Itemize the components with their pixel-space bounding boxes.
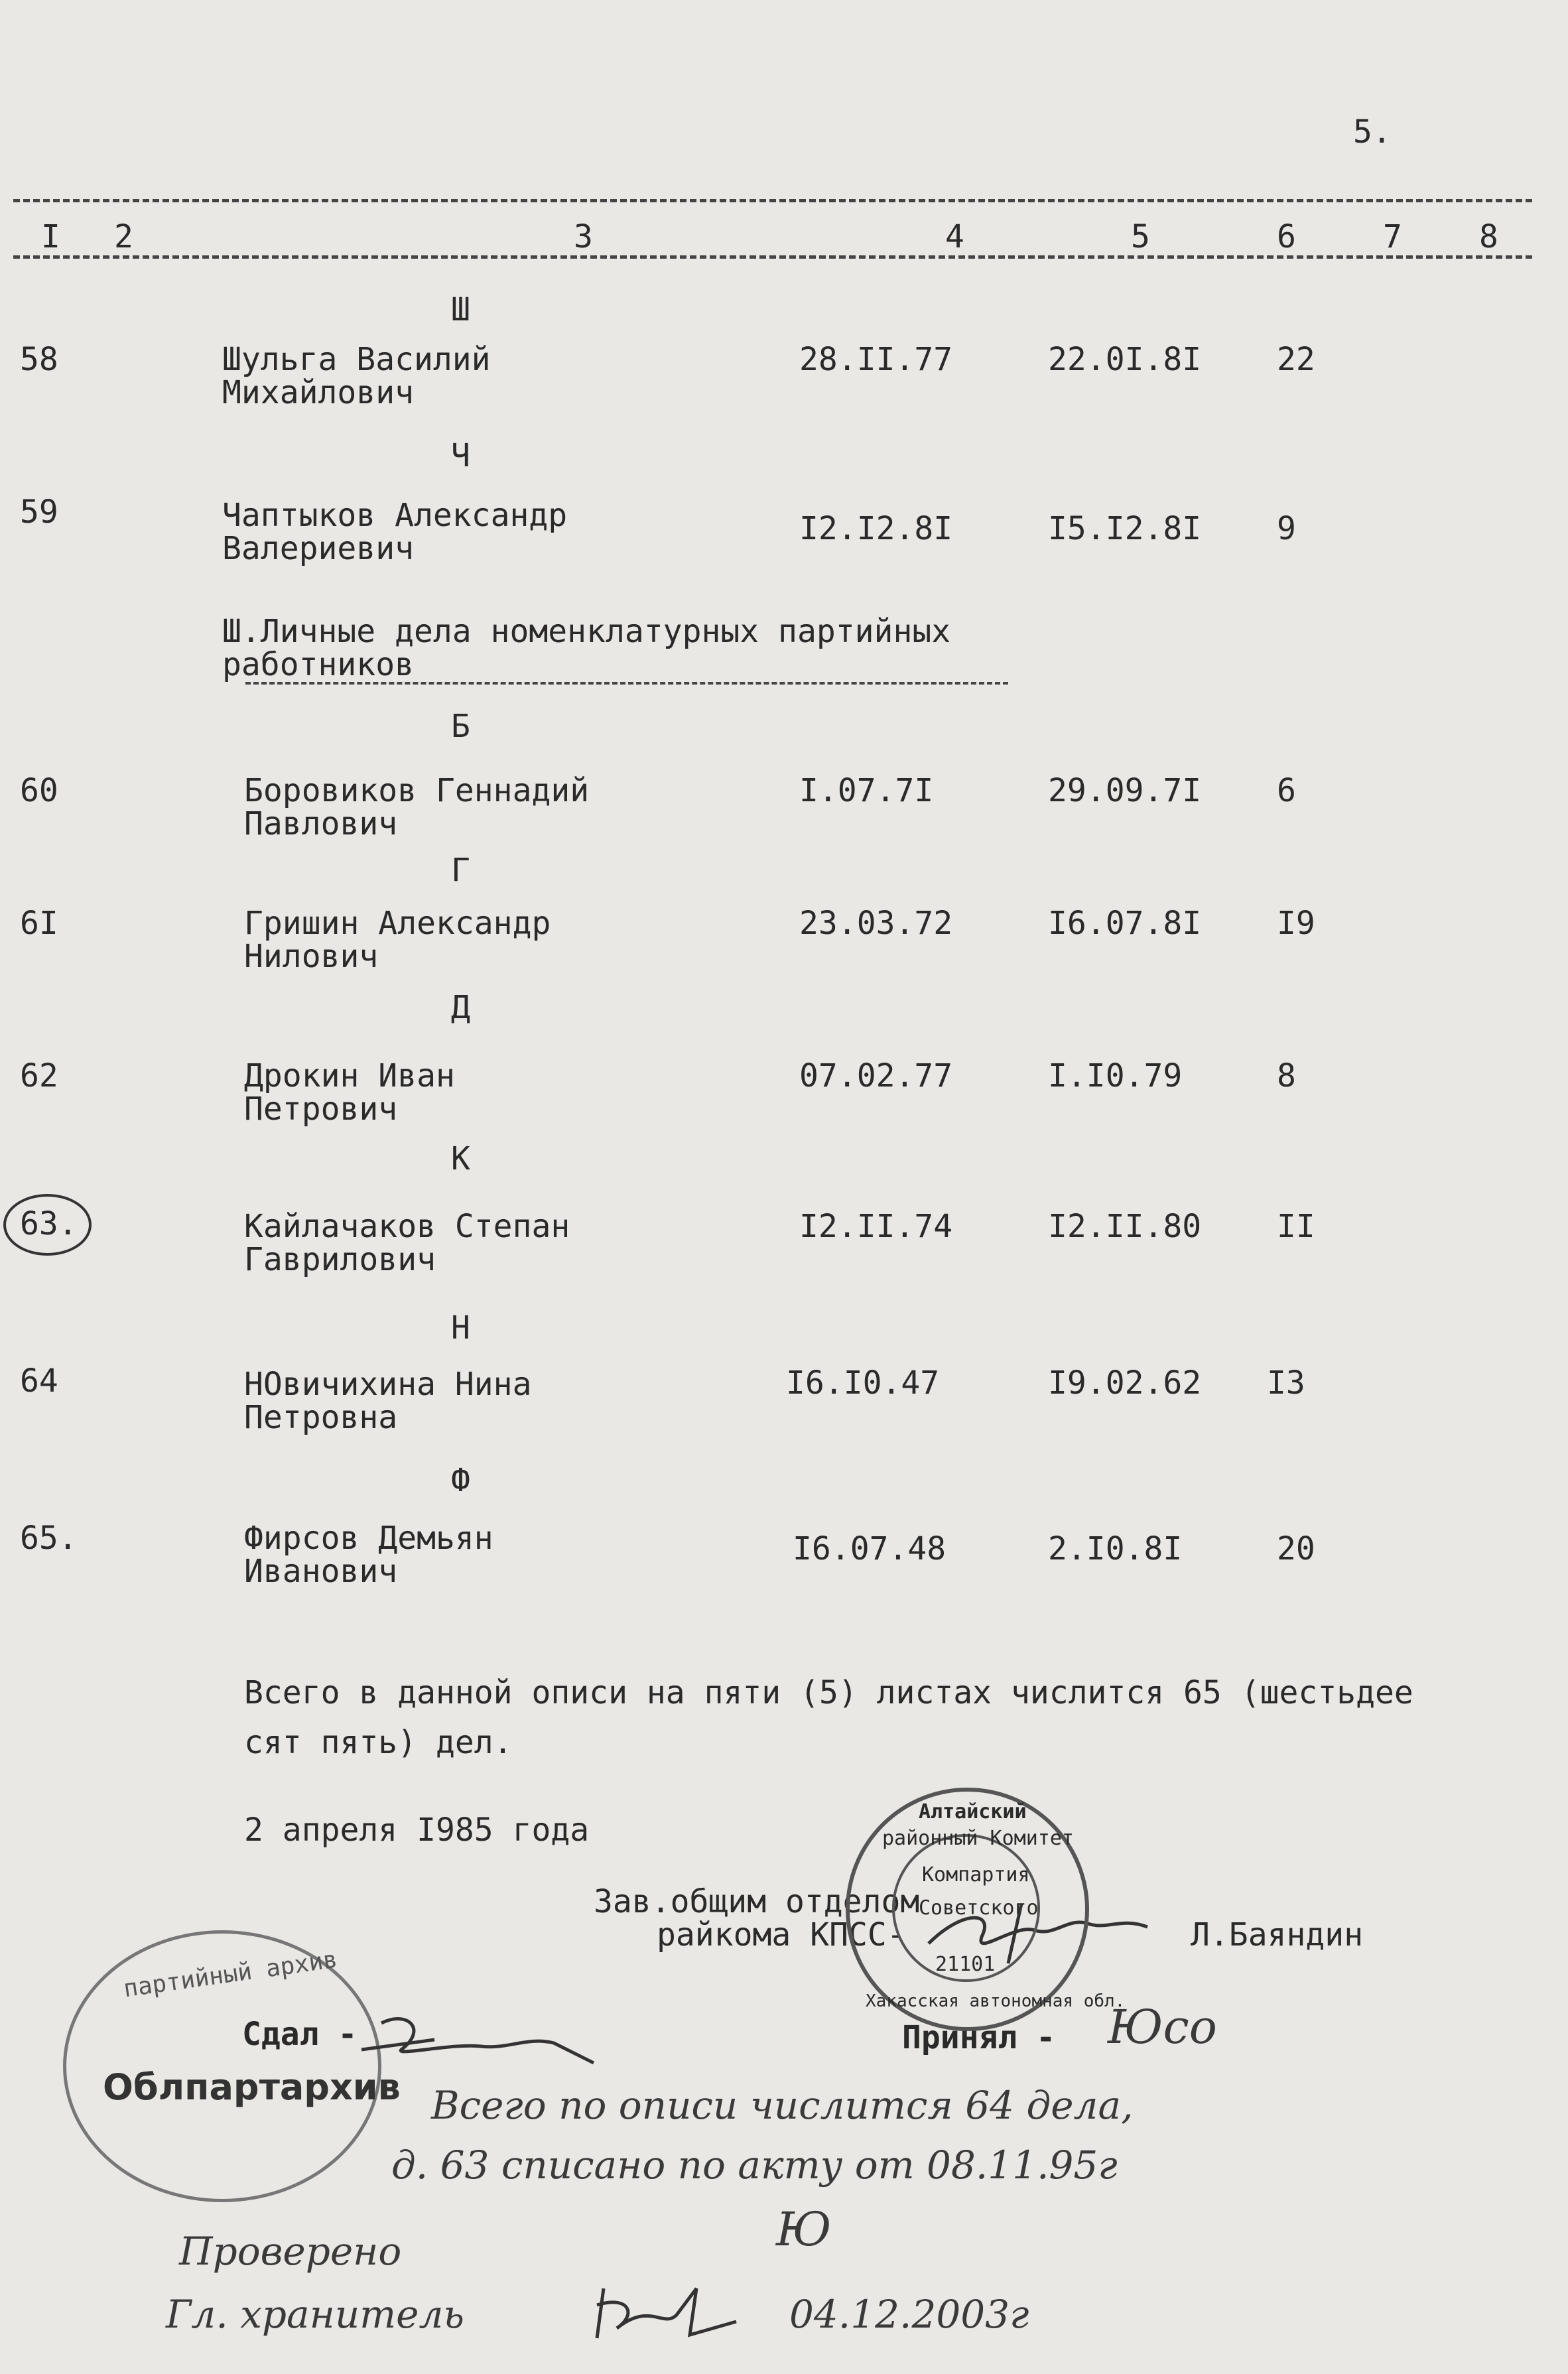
handwritten-note: Всего по описи числится 64 дела, xyxy=(431,2083,1134,2128)
head-name: Л.Баяндин xyxy=(1191,1916,1364,1953)
row-end-date: I.I0.79 xyxy=(1048,1057,1183,1094)
row-end-date: 2.I0.8I xyxy=(1048,1530,1183,1567)
page-number: 5. xyxy=(1353,113,1392,151)
row-name-line1: Дрокин Иван xyxy=(244,1057,455,1094)
head-title: Зав.общим отделом xyxy=(594,1883,920,1920)
letter-heading: Н xyxy=(451,1309,470,1347)
col-header-5: 5 xyxy=(1131,218,1150,255)
row-name-line2: Валериевич xyxy=(222,530,414,567)
handwritten-date: 04.12.2003г xyxy=(789,2292,1029,2337)
section-underline xyxy=(245,682,1008,685)
row-number: 60 xyxy=(20,772,58,809)
stamp-text: 21101 xyxy=(935,1953,996,1976)
handwritten-note-line2: д. 63 списано по акту от 08.11.95г xyxy=(391,2143,1118,2188)
stamp-text: Хакасская автономная обл. xyxy=(866,1991,1126,2011)
row-count: I9 xyxy=(1277,905,1315,942)
row-count: 9 xyxy=(1277,510,1296,547)
letter-heading: Д xyxy=(451,989,470,1026)
col-header-8: 8 xyxy=(1479,218,1498,255)
letter-heading: Ш xyxy=(451,291,470,328)
row-start-date: I6.07.48 xyxy=(793,1530,947,1567)
handwritten-initials: Ю xyxy=(776,2202,832,2257)
row-end-date: 22.0I.8I xyxy=(1048,341,1202,378)
row-count: I3 xyxy=(1267,1364,1305,1402)
row-name-line1: Кайлачаков Степан xyxy=(244,1208,570,1245)
section-heading: Ш.Личные дела номенклатурных партийных xyxy=(222,613,951,650)
row-name-line2: Иванович xyxy=(244,1553,398,1590)
handwritten-checked: Проверено xyxy=(179,2229,402,2274)
received-label: Принял - xyxy=(902,2019,1056,2056)
row-count: 20 xyxy=(1277,1530,1315,1567)
row-start-date: I2.I2.8I xyxy=(799,510,953,547)
row-name-line2: Павлович xyxy=(244,805,398,842)
row-name-line2: Петровна xyxy=(244,1399,398,1436)
archive-stamp-text: партийный архив xyxy=(121,1945,340,2003)
header-rule-top xyxy=(13,199,1532,202)
row-end-date: I9.02.62 xyxy=(1048,1364,1202,1402)
row-start-date: I2.II.74 xyxy=(799,1208,953,1245)
total-statement-line2: сят пять) дел. xyxy=(244,1724,513,1761)
handed-signature-icon xyxy=(355,2003,607,2076)
row-number: 62 xyxy=(20,1057,58,1094)
col-header-2: 2 xyxy=(114,218,133,255)
col-header-3: 3 xyxy=(574,218,593,255)
row-name-line1: Фирсов Демьян xyxy=(244,1520,493,1557)
row-end-date: 29.09.7I xyxy=(1048,772,1202,809)
total-statement: Всего в данной описи на пяти (5) листах числится 65 (шестьдее xyxy=(244,1674,1413,1711)
col-header-4: 4 xyxy=(945,218,964,255)
stamp-text: Советского xyxy=(919,1896,1039,1920)
row-start-date: I.07.7I xyxy=(799,772,934,809)
col-header-7: 7 xyxy=(1383,218,1402,255)
letter-heading: Б xyxy=(451,708,470,745)
stamp-text: районный Комитет xyxy=(882,1827,1074,1850)
row-name-line2: Михайлович xyxy=(222,374,414,411)
row-number: 6I xyxy=(20,905,58,942)
letter-heading: Ф xyxy=(451,1462,470,1499)
head-title-line2: райкома КПСС- xyxy=(657,1916,906,1953)
row-count: II xyxy=(1277,1208,1315,1245)
row-end-date: I5.I2.8I xyxy=(1048,510,1202,547)
row-start-date: 07.02.77 xyxy=(799,1057,953,1094)
row-name-line2: Петрович xyxy=(244,1090,398,1128)
row-count: 6 xyxy=(1277,772,1296,809)
checked-signature-icon xyxy=(590,2275,750,2348)
row-name-line2: Гаврилович xyxy=(244,1241,436,1278)
letter-heading: К xyxy=(451,1140,470,1177)
row-number: 63. xyxy=(20,1205,78,1242)
archive-stamp-title: Облпартархив xyxy=(103,2066,401,2108)
letter-heading: Г xyxy=(451,852,470,889)
received-signature: Юсо xyxy=(1108,2000,1217,2054)
section-heading-line2: работников xyxy=(222,646,414,683)
row-number: 65. xyxy=(20,1520,78,1557)
row-name-line1: НОвичихина Нина xyxy=(244,1366,532,1403)
row-name-line1: Чаптыков Александр xyxy=(222,497,568,534)
row-name-line1: Гришин Александр xyxy=(244,905,551,942)
row-name-line1: Шульга Василий xyxy=(222,341,491,378)
row-start-date: 28.II.77 xyxy=(799,341,953,378)
row-name-line1: Боровиков Геннадий xyxy=(244,772,590,809)
stamp-text: Алтайский xyxy=(919,1800,1027,1823)
header-rule-bottom xyxy=(13,255,1532,259)
date-line: 2 апреля I985 года xyxy=(244,1812,590,1849)
col-header-6: 6 xyxy=(1277,218,1296,255)
row-number: 58 xyxy=(20,341,58,378)
row-number: 64 xyxy=(20,1362,58,1400)
row-start-date: 23.03.72 xyxy=(799,905,953,942)
handed-label: Сдал - xyxy=(242,2016,358,2053)
handwritten-checked-by: Гл. хранитель xyxy=(166,2292,465,2337)
stamp-text: Компартия xyxy=(922,1863,1030,1886)
row-count: 22 xyxy=(1277,341,1315,378)
letter-heading: Ч xyxy=(451,437,470,474)
row-end-date: I6.07.8I xyxy=(1048,905,1202,942)
row-number: 59 xyxy=(20,494,58,531)
row-count: 8 xyxy=(1277,1057,1296,1094)
row-start-date: I6.I0.47 xyxy=(786,1364,940,1402)
row-end-date: I2.II.80 xyxy=(1048,1208,1202,1245)
row-name-line2: Нилович xyxy=(244,938,379,975)
col-header-1: I xyxy=(41,218,60,255)
